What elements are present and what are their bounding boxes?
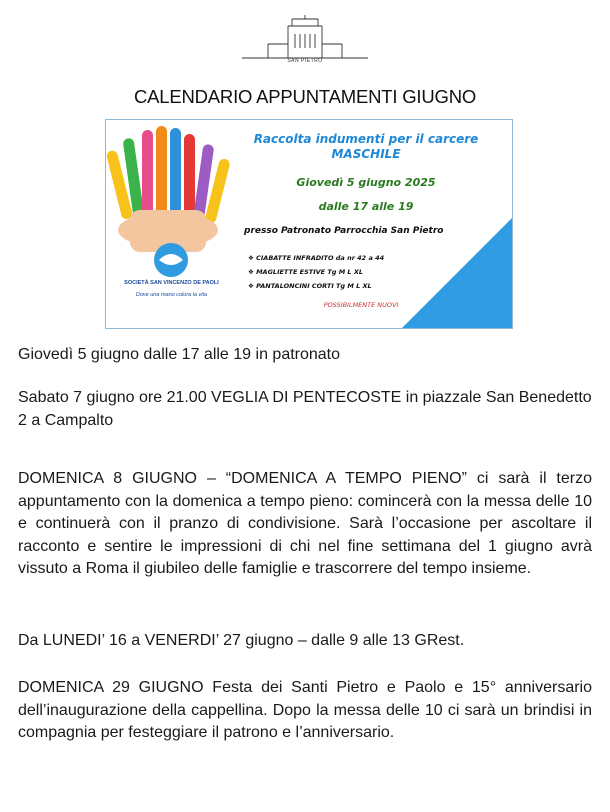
event-paragraph <box>18 677 592 745</box>
event-date: Giovedì 5 giugno <box>18 346 139 363</box>
event-paragraph <box>18 344 592 367</box>
flyer-item: ❖ MAGLIETTE ESTIVE Tg M L XL <box>248 268 363 276</box>
event-date: Da LUNEDI’ 16 a VENERDI’ 27 giugno <box>18 632 294 649</box>
event-highlight: giubileo delle famiglie <box>144 560 298 577</box>
flyer-heading-line2: MASCHILE <box>331 147 401 161</box>
flyer-note: POSSIBILMENTE NUOVI <box>323 301 399 309</box>
event-text: – “DOMENICA A TEMPO PIENO” ci sarà il terzo appuntamento con la domenica a tempo pieno: comincerà con la messa delle 10 e continuerà con il pranzo di condivisione. Sarà l’occasione per ascoltare il racconto e sentire le impressioni di chi nel fine settimana del 1 giugno avrà vissuto a Roma il <box>18 470 593 577</box>
event-paragraph <box>18 387 592 432</box>
flyer-item: ❖ PANTALONCINI CORTI Tg M L XL <box>248 282 372 290</box>
event-paragraph <box>18 468 592 581</box>
event-text: Festa dei Santi Pietro e Paolo e 15° anniversario dell’inaugurazione della cappellina. Dopo la messa delle 10 ci sarà un brindisi in compagnia per festeggiare il patrono e l’anniversario. <box>18 679 593 741</box>
flyer-image <box>105 119 513 329</box>
flyer-society: SOCIETÀ SAN VINCENZO DE PAOLI <box>124 280 219 286</box>
flyer-item: ❖ CIABATTE INFRADITO da nr 42 a 44 <box>248 254 385 262</box>
flyer-place: presso Patronato Parrocchia San Pietro <box>244 226 444 236</box>
page-title: CALENDARIO APPUNTAMENTI GIUGNO <box>133 86 477 107</box>
flyer-time: dalle 17 alle 19 <box>318 200 414 213</box>
logo-caption: SAN PIETRO <box>287 58 323 64</box>
event-text: – dalle 9 alle 13 GRest. <box>293 632 465 649</box>
event-text: ore 21.00 VEGLIA DI PENTECOSTE in piazzale San Benedetto 2 a Campalto <box>18 389 592 429</box>
event-text: e trascorrere del tempo insieme. <box>297 560 532 577</box>
flyer-date: Giovedì 5 giugno 2025 <box>296 176 436 189</box>
event-text: dalle 17 alle 19 in patronato <box>138 346 341 363</box>
event-date: DOMENICA 29 GIUGNO <box>18 679 204 696</box>
flyer-heading-line1: Raccolta indumenti per il carcere <box>253 132 479 146</box>
event-date: Sabato 7 giugno <box>18 389 135 406</box>
flyer-motto: Dove una mano colora la vita <box>135 292 208 298</box>
event-paragraph <box>18 630 592 653</box>
church-logo-icon <box>240 14 370 64</box>
event-date: DOMENICA 8 GIUGNO <box>18 470 198 487</box>
